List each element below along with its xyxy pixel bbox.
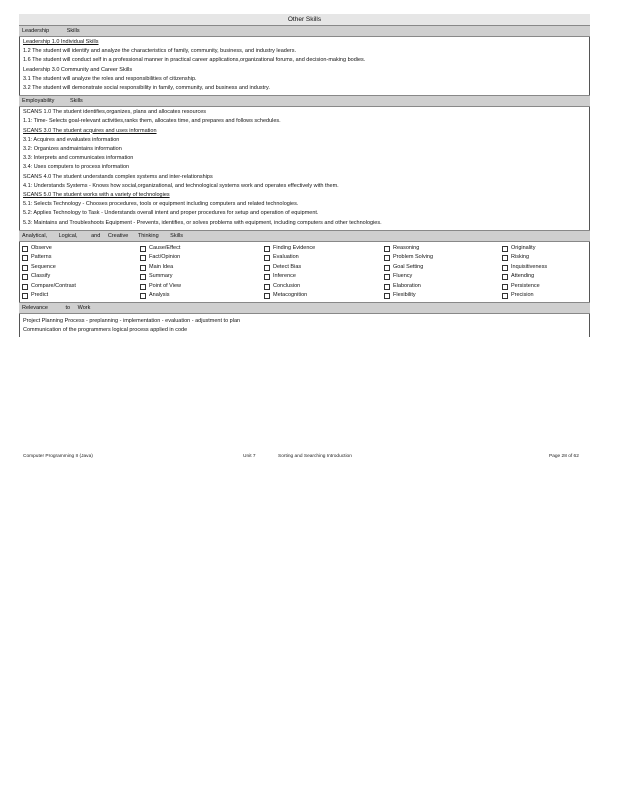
checkbox-label: Main Idea xyxy=(149,263,174,270)
checkbox-item[interactable] xyxy=(502,291,592,301)
checkbox-item[interactable] xyxy=(502,263,592,273)
checkbox[interactable] xyxy=(140,246,146,252)
header-word: and xyxy=(91,232,101,239)
checkbox-label: Evaluation xyxy=(273,254,299,261)
checkbox-label: Cause/Effect xyxy=(149,244,181,251)
footer-unit: Unit 7 xyxy=(243,454,256,459)
checkbox-label: Finding Evidence xyxy=(273,244,316,251)
text-line: SCANS 3.0 The student acquires and uses information xyxy=(23,127,157,134)
checkbox-label: Predict xyxy=(31,292,49,299)
header-word: Skills xyxy=(69,98,83,105)
checkbox-label: Flexibility xyxy=(393,292,416,299)
checkbox[interactable] xyxy=(22,265,28,271)
checkbox-item[interactable] xyxy=(22,263,140,273)
checkbox[interactable] xyxy=(22,255,28,261)
checkbox-label: Analysis xyxy=(149,292,170,299)
checkbox-item[interactable] xyxy=(502,282,592,292)
footer-course: Computer Programming II (Java) xyxy=(23,454,93,459)
checkbox-label: Sequence xyxy=(31,263,56,270)
checkbox[interactable] xyxy=(140,293,146,299)
footer-page: Page 28 of 62 xyxy=(549,454,579,459)
text-line: SCANS 1.0 The student identifies,organizes, plans and allocates resources xyxy=(23,109,207,116)
text-line: Leadership 1.0 Individual Skills xyxy=(23,39,99,45)
checkbox-item[interactable] xyxy=(22,291,140,301)
checkbox-item[interactable] xyxy=(140,263,264,273)
employability-body xyxy=(19,107,590,230)
checkbox[interactable] xyxy=(384,255,390,261)
checkbox-label: Classify xyxy=(31,273,51,280)
checkbox[interactable] xyxy=(264,255,270,261)
checkbox-item[interactable] xyxy=(384,253,502,263)
header-word: Leadership xyxy=(22,28,50,34)
checkbox-item[interactable] xyxy=(140,282,264,292)
header-word: Thinking xyxy=(137,232,159,239)
header-word: Work xyxy=(77,304,91,311)
skills-form xyxy=(19,14,590,337)
checkbox-item[interactable] xyxy=(22,244,140,254)
checkbox-item[interactable] xyxy=(140,244,264,254)
checkbox-item[interactable] xyxy=(384,282,502,292)
text-line: 3.1 The student will analyze the roles and responsibilities of citizenship. xyxy=(23,75,197,82)
checkbox-label: Precision xyxy=(511,292,534,299)
checkbox-item[interactable] xyxy=(384,244,502,254)
checkbox-label: Fact/Opinion xyxy=(149,254,181,261)
checkbox[interactable] xyxy=(264,284,270,290)
thinking-header xyxy=(19,230,590,242)
checkbox[interactable] xyxy=(22,274,28,280)
checkbox-label: Observe xyxy=(31,244,52,251)
checkbox-item[interactable] xyxy=(384,272,502,282)
checkbox-item[interactable] xyxy=(22,272,140,282)
text-line: 5.2: Applies Technology to Task - Understands overall intent and proper procedures for setup and operation of equipment. xyxy=(23,210,319,217)
text-line: Leadership 3.0 Community and Career Skills xyxy=(23,66,133,73)
checkbox[interactable] xyxy=(264,265,270,271)
text-line: Communication of the programmers logical process applied in code xyxy=(23,327,188,334)
text-line: Project Planning Process - preplanning - implementation - evaluation - adjustment to plan xyxy=(23,317,241,324)
checkbox[interactable] xyxy=(140,255,146,261)
checkbox-label: Goal Setting xyxy=(393,263,424,270)
checkbox[interactable] xyxy=(502,274,508,280)
checkbox-item[interactable] xyxy=(264,263,384,273)
checkbox[interactable] xyxy=(264,293,270,299)
checkbox[interactable] xyxy=(264,274,270,280)
checkbox[interactable] xyxy=(384,246,390,252)
text-line: 1.2 The student will identify and analyze the characteristics of family, community, business, and industry leaders. xyxy=(23,48,296,55)
checkbox[interactable] xyxy=(502,246,508,252)
header-word: Skills xyxy=(170,232,184,239)
checkbox-label: Attending xyxy=(511,273,535,280)
text-line: 3.1: Acquires and evaluates information xyxy=(23,136,120,143)
checkbox-item[interactable] xyxy=(384,291,502,301)
text-line: 4.1: Understands Systems - Knows how social,organizational, and technological systems work and operates effectively with them. xyxy=(23,182,339,189)
leadership-header xyxy=(19,25,590,37)
checkbox[interactable] xyxy=(384,293,390,299)
checkbox[interactable] xyxy=(22,284,28,290)
checkbox-label: Inquisitiveness xyxy=(511,263,548,270)
checkbox[interactable] xyxy=(384,265,390,271)
header-word: Creative xyxy=(107,232,129,239)
checkbox-item[interactable] xyxy=(502,272,592,282)
checkbox-item[interactable] xyxy=(140,253,264,263)
checkbox-item[interactable] xyxy=(22,282,140,292)
checkbox-label: Detect Bias xyxy=(273,263,302,270)
checkbox-label: Metacognition xyxy=(273,292,308,299)
checkbox-label: Persistence xyxy=(511,282,540,289)
checkbox-label: Conclusion xyxy=(273,282,301,289)
checkbox[interactable] xyxy=(22,246,28,252)
checkbox-item[interactable] xyxy=(264,291,384,301)
checkbox[interactable] xyxy=(502,293,508,299)
header-word: Employability xyxy=(22,98,55,105)
text-line: SCANS 4.0 The student understands complex systems and inter-relationships xyxy=(23,173,213,180)
footer-topic: Sorting and Searching Introduction xyxy=(278,454,352,459)
page-title: Other Skills xyxy=(19,14,590,25)
text-line: 3.4: Uses computers to process information xyxy=(23,164,130,171)
checkbox-label: Patterns xyxy=(31,254,52,261)
checkbox-label: Compare/Contrast xyxy=(31,282,76,289)
checkbox-grid xyxy=(20,242,589,302)
checkbox-item[interactable] xyxy=(264,253,384,263)
checkbox[interactable] xyxy=(140,274,146,280)
checkbox-item[interactable] xyxy=(502,253,592,263)
checkbox-label: Risking xyxy=(511,254,530,261)
checkbox-label: Point of View xyxy=(149,282,182,289)
text-line: 3.2 The student will demonstrate social responsibility in family, community, and business and industry. xyxy=(23,85,270,92)
header-word: Logical, xyxy=(58,232,78,239)
leadership-body xyxy=(19,37,590,95)
checkbox[interactable] xyxy=(22,293,28,299)
checkbox-item[interactable] xyxy=(140,272,264,282)
checkbox[interactable] xyxy=(140,265,146,271)
header-word: Relevance xyxy=(22,304,48,311)
checkbox-label: Elaboration xyxy=(393,282,421,289)
text-line: 5.1: Selects Technology - Chooses procedures, tools or equipment including computers and related technologies. xyxy=(23,201,299,208)
relevance-header xyxy=(19,302,590,314)
text-line: 1.6 The student will conduct self in a professional manner in practical career applications,organizational forums, and decision-making bodies. xyxy=(23,57,366,64)
text-line: SCANS 5.0 The student works with a variety of technologies xyxy=(23,192,170,199)
checkbox-label: Fluency xyxy=(393,273,413,280)
checkbox-label: Originality xyxy=(511,244,536,251)
header-word: to xyxy=(65,304,71,311)
checkbox-item[interactable] xyxy=(264,244,384,254)
text-line: 3.2: Organizes andmaintains information xyxy=(23,146,122,153)
text-line: 1.1: Time- Selects goal-relevant activities,ranks them, allocates time, and prepares and follows schedules. xyxy=(23,118,281,125)
checkbox[interactable] xyxy=(502,255,508,261)
checkbox-item[interactable] xyxy=(140,291,264,301)
checkbox-item[interactable] xyxy=(384,263,502,273)
checkbox-label: Reasoning xyxy=(393,244,420,251)
checkbox-item[interactable] xyxy=(502,244,592,254)
header-word: Skills xyxy=(66,28,80,34)
checkbox-label: Problem Solving xyxy=(393,254,434,261)
text-line: 3.3: Interprets and communicates information xyxy=(23,155,134,162)
checkbox[interactable] xyxy=(140,284,146,290)
checkbox-item[interactable] xyxy=(264,272,384,282)
employability-header xyxy=(19,95,590,107)
checkbox[interactable] xyxy=(264,246,270,252)
relevance-body xyxy=(19,314,590,337)
checkbox[interactable] xyxy=(384,274,390,280)
thinking-body xyxy=(19,242,590,302)
checkbox-item[interactable] xyxy=(264,282,384,292)
checkbox[interactable] xyxy=(502,265,508,271)
checkbox-label: Inference xyxy=(273,273,296,280)
checkbox-label: Summary xyxy=(149,273,173,280)
header-word: Analytical, xyxy=(22,232,48,239)
text-line: 5.3: Maintains and Troubleshoots Equipment - Prevents, identifies, or solves problems with equipment, including computers and other technologies. xyxy=(23,219,382,226)
checkbox-item[interactable] xyxy=(22,253,140,263)
checkbox[interactable] xyxy=(384,284,390,290)
checkbox[interactable] xyxy=(502,284,508,290)
